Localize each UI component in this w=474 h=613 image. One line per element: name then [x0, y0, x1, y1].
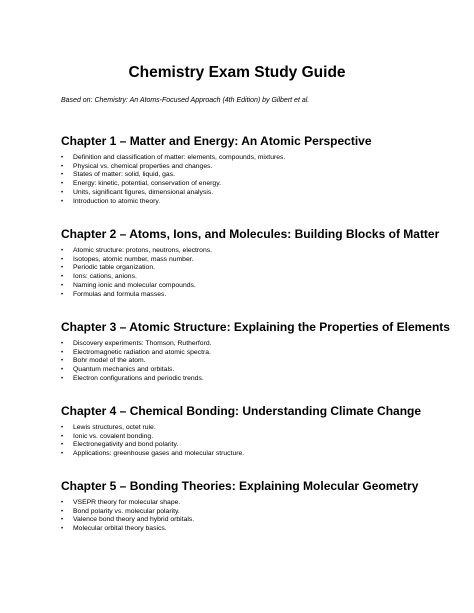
- chapter-3: [61, 320, 450, 384]
- list-item: • Bohr model of the atom.: [61, 357, 146, 365]
- list-item: • Molecular orbital theory basics.: [61, 525, 167, 533]
- topic-list: [61, 424, 441, 459]
- list-item: • Introduction to atomic theory.: [61, 197, 161, 205]
- bullet-icon: •: [61, 198, 64, 205]
- list-item: • Formulas and formula masses.: [61, 290, 167, 298]
- chapter-2: [61, 227, 441, 299]
- chapter-heading: Chapter 2 – Atoms, Ions, and Molecules: Building Blocks of Matter: [61, 227, 440, 241]
- list-item: • Energy: kinetic, potential, conservation of energy.: [61, 180, 221, 188]
- bullet-icon: •: [61, 349, 64, 356]
- bullet-icon: •: [61, 291, 64, 298]
- list-item: • Isotopes, atomic number, mass number.: [61, 255, 194, 263]
- chapter-5: [61, 479, 441, 534]
- chapter-heading: Chapter 3 – Atomic Structure: Explaining the Properties of Elements: [61, 320, 450, 334]
- bullet-icon: •: [61, 442, 64, 449]
- topic-list: [61, 154, 441, 206]
- list-item: • Quantum mechanics and orbitals.: [61, 366, 175, 374]
- page-title: Chemistry Exam Study Guide: [128, 64, 346, 81]
- list-item: • Atomic structure: protons, neutrons, electrons.: [61, 247, 213, 254]
- list-item: • VSEPR theory for molecular shape.: [61, 499, 181, 506]
- source-citation: Based on: Chemistry: An Atoms-Focused Approach (4th Edition) by Gilbert et al.: [61, 97, 310, 104]
- bullet-icon: •: [61, 248, 64, 254]
- list-item: • Lewis structures, octet rule.: [61, 424, 156, 431]
- list-item: • Definition and classification of matter: elements, compounds, mixtures.: [61, 154, 286, 161]
- bullet-icon: •: [61, 508, 64, 515]
- list-item: • States of matter: solid, liquid, gas.: [61, 171, 176, 179]
- list-item: • Valence bond theory and hybrid orbitals.: [61, 516, 195, 524]
- chapter-4: [61, 404, 441, 459]
- bullet-icon: •: [61, 425, 64, 431]
- bullet-icon: •: [61, 367, 64, 374]
- bullet-icon: •: [61, 500, 64, 506]
- list-item: • Applications: greenhouse gases and molecular structure.: [61, 450, 245, 458]
- bullet-icon: •: [61, 265, 64, 272]
- list-item: • Units, significant figures, dimensional analysis.: [61, 188, 214, 196]
- bullet-icon: •: [61, 526, 64, 533]
- bullet-icon: •: [61, 189, 64, 196]
- list-item: • Discovery experiments: Thomson, Rutherford.: [61, 340, 212, 347]
- list-item: • Electromagnetic radiation and atomic spectra.: [61, 348, 211, 356]
- list-item: • Physical vs. chemical properties and changes.: [61, 162, 213, 170]
- bullet-icon: •: [61, 375, 64, 382]
- bullet-icon: •: [61, 172, 64, 179]
- topic-list: [61, 340, 441, 384]
- bullet-icon: •: [61, 517, 64, 524]
- bullet-icon: •: [61, 358, 64, 365]
- list-item: • Bond polarity vs. molecular polarity.: [61, 507, 180, 515]
- bullet-icon: •: [61, 163, 64, 170]
- bullet-icon: •: [61, 282, 64, 289]
- list-item: • Ionic vs. covalent bonding.: [61, 432, 154, 440]
- list-item: • Electronegativity and bond polarity.: [61, 441, 179, 449]
- bullet-icon: •: [61, 155, 64, 161]
- topic-list: [61, 499, 441, 534]
- bullet-icon: •: [61, 256, 64, 263]
- bullet-icon: •: [61, 274, 64, 281]
- list-item: • Naming ionic and molecular compounds.: [61, 281, 196, 289]
- bullet-icon: •: [61, 433, 64, 440]
- list-item: • Ions: cations, anions.: [61, 273, 137, 281]
- bullet-icon: •: [61, 341, 64, 347]
- bullet-icon: •: [61, 451, 64, 458]
- chapter-heading: Chapter 1 – Matter and Energy: An Atomic Perspective: [61, 134, 372, 148]
- topic-list: [61, 247, 441, 299]
- chapter-heading: Chapter 5 – Bonding Theories: Explaining Molecular Geometry: [61, 479, 419, 493]
- list-item: • Electron configurations and periodic trends.: [61, 374, 204, 382]
- chapter-1: [61, 134, 441, 206]
- bullet-icon: •: [61, 181, 64, 188]
- chapter-heading: Chapter 4 – Chemical Bonding: Understanding Climate Change: [61, 404, 422, 418]
- list-item: • Periodic table organization.: [61, 264, 155, 272]
